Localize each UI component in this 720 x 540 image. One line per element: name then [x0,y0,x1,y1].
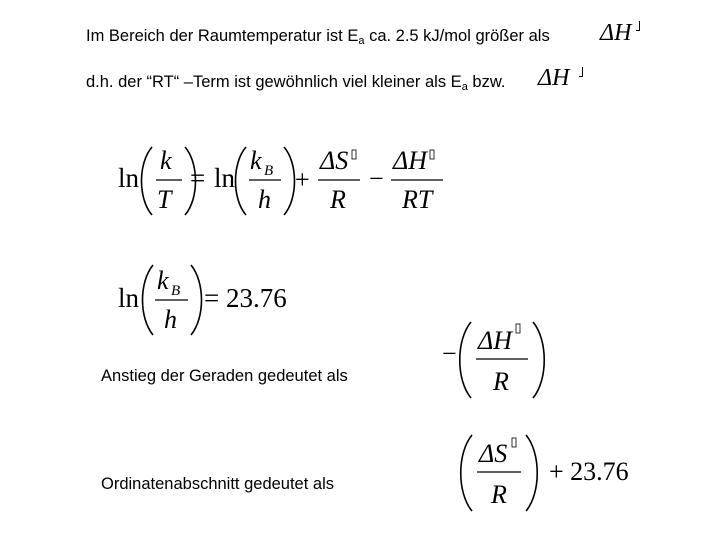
intercept-expression [455,428,655,518]
standard-state-mark-6 [512,438,516,447]
delta-h-slope: ΔH [478,326,513,355]
planck-constant-2: h [164,305,177,334]
boltzmann-constant-2: k [157,266,169,295]
right-paren-3 [191,265,202,335]
gas-constant-r: R [330,185,346,214]
intro-line-1-text-end: ca. 2.5 kJ/mol größer als [364,27,550,45]
equals-sign: = [190,163,206,193]
left-paren-intercept [461,435,472,511]
intercept-label: Ordinatenabschnitt gedeutet als [101,475,334,493]
slope-label: Anstieg der Geraden gedeutet als [101,367,348,385]
standard-state-mark-5 [516,324,520,333]
numerator-k: k [160,146,172,175]
plus-sign: + [295,165,310,194]
delta-h-formula-2: ΔH [538,65,570,91]
delta-s-numerator: ΔS [320,146,349,175]
right-paren-2 [284,147,295,215]
intro-line-1-text: Im Bereich der Raumtemperatur ist E [86,27,359,45]
delta-s-intercept: ΔS [479,439,508,468]
intro-line-1 [86,27,550,47]
delta-h-formula-1: ΔH [600,20,632,46]
activation-energy-subscript: a [358,35,365,47]
activation-energy-subscript-2: a [461,81,468,93]
right-paren-intercept [526,435,537,511]
boltzmann-subscript: B [264,163,274,179]
boltzmann-subscript-2: B [171,283,181,299]
boltzmann-constant: k [250,146,262,175]
gas-constant-intercept: R [491,480,507,509]
ln-kb-over-h-equation [0,262,300,342]
intro-line-2 [86,73,505,93]
slope-expression [430,315,560,405]
ln-label: ln [118,163,140,193]
right-paren-slope [533,322,544,398]
gas-constant-slope: R [493,367,509,396]
standard-state-mark-4 [430,150,434,159]
left-paren-slope [460,322,471,398]
standard-state-mark-2 [579,67,583,77]
standard-state-mark-1 [636,21,640,31]
minus-sign-slope: − [442,339,457,368]
ln-label-2: ln [214,163,236,193]
intro-line-2-text-end: bzw. [467,73,506,91]
intro-line-2-text: d.h. der “RT“ –Term ist gewöhnlich viel kleiner als E [86,73,462,91]
delta-h-numerator: ΔH [393,146,428,175]
eyring-equation [0,130,470,230]
intercept-value: + 23.76 [549,457,629,486]
left-paren [142,147,153,215]
denominator-rt: RT [402,185,433,214]
denominator-t: T [157,185,172,214]
left-paren-2 [236,147,247,215]
planck-constant: h [258,185,271,214]
left-paren-3 [143,265,154,335]
standard-state-mark-3 [352,150,356,159]
minus-sign: − [369,164,384,193]
value-23-76: = 23.76 [204,283,287,313]
ln-label-3: ln [118,283,140,313]
